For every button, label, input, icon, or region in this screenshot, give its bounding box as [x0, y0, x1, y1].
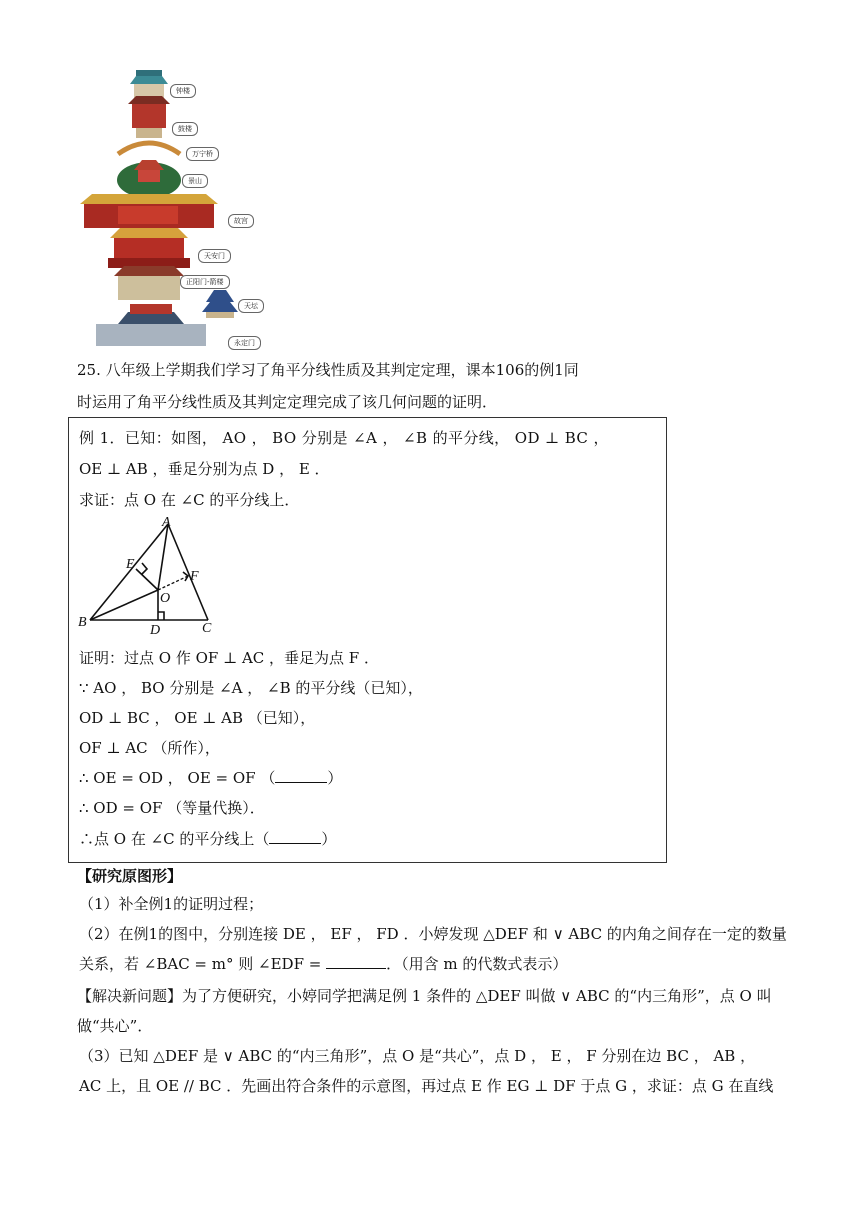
example-given-line-2: OE ⊥ AB ，垂足分别为点 D ， E ． [79, 460, 330, 478]
reason-blank-2[interactable] [269, 829, 321, 844]
proof-line-5-text: ∴ OE = OD ， OE = OF （ [79, 769, 276, 787]
tower-label-tiananmen: 天安门 [198, 249, 231, 263]
figure-label-C: C [202, 621, 212, 636]
reason-blank-1[interactable] [275, 768, 327, 783]
close-paren-2: ） [321, 830, 337, 848]
figure-label-E: E [126, 557, 135, 572]
triangle-figure [76, 514, 226, 638]
tower-label-jingshan: 景山 [182, 174, 208, 188]
figure-label-A: A [162, 515, 171, 530]
question-3-line-2: AC 上，且 OE // BC ．先画出符合条件的示意图，再过点 E 作 EG ⊥ DF 于点 G ，求证：点 G 在直线 [79, 1077, 774, 1095]
tower-label-forbidden-city: 故宫 [228, 214, 254, 228]
example-prove-line: 求证：点 O 在 ∠C 的平分线上． [79, 491, 300, 509]
proof-line-6: ∴ OD = OF （等量代换）． [79, 799, 265, 817]
section-heading-new-problem-2: 做“共心”． [77, 1017, 153, 1035]
tower-label-tiantan: 天坛 [238, 299, 264, 313]
proof-line-2: ∵ AO ， BO 分别是 ∠A ， ∠B 的平分线（已知）， [79, 679, 423, 697]
example-given-line-1: 例 1．已知：如图， AO ， BO 分别是 ∠A ， ∠B 的平分线， OD ⊥ BC ， [79, 429, 609, 447]
proof-line-4: OF ⊥ AC （所作）， [79, 739, 220, 757]
tower-label-bell: 钟楼 [170, 84, 196, 98]
proof-line-7 [79, 829, 336, 849]
proof-line-7-text: ∴点 O 在 ∠C 的平分线上（ [79, 830, 270, 848]
proof-line-3: OD ⊥ BC ， OE ⊥ AB （已知）， [79, 709, 316, 727]
question-3-line-1: （3）已知 △DEF 是 ∨ ABC 的“内三角形”，点 O 是“共心”，点 D ， E ， F 分别在边 BC ， AB ， [79, 1047, 756, 1065]
tower-label-wanning-bridge: 万宁桥 [186, 147, 219, 161]
figure-label-D: D [150, 623, 161, 638]
section-heading-new-problem: 【解决新问题】为了方便研究，小婷同学把满足例 1 条件的 △DEF 叫做 ∨ ABC 的“内三角形”，点 O 叫 [77, 987, 772, 1005]
close-paren-1: ） [327, 769, 343, 787]
problem-intro-line-1: 25. 八年级上学期我们学习了角平分线性质及其判定定理，课本106的例1同 [77, 361, 579, 379]
figure-label-B: B [78, 615, 87, 630]
problem-intro-line-2: 时运用了角平分线性质及其判定定理完成了该几何问题的证明． [77, 393, 498, 411]
question-1: （1）补全例1的证明过程； [79, 895, 264, 913]
example-box [68, 417, 667, 863]
section-heading-original: 【研究原图形】 [77, 867, 183, 885]
question-2-text: 关系，若 ∠BAC = m° 则 ∠EDF = [79, 955, 322, 973]
question-2-tail: ．（用含 m 的代数式表示） [386, 955, 568, 973]
question-2-line-2 [79, 954, 567, 974]
question-2-line-1: （2）在例1的图中，分别连接 DE ， EF ， FD ．小婷发现 △DEF 和 ∨ ABC 的内角之间存在一定的数量 [79, 925, 787, 943]
proof-line-5 [79, 768, 342, 788]
tower-label-yongdingmen: 永定门 [228, 336, 261, 350]
tower-label-drum: 鼓楼 [172, 122, 198, 136]
answer-blank-edf[interactable] [326, 954, 386, 969]
tower-label-zhengyangmen: 正阳门-箭楼 [180, 275, 230, 289]
figure-label-O: O [160, 591, 171, 606]
proof-line-1: 证明：过点 O 作 OF ⊥ AC ，垂足为点 F ． [79, 649, 379, 667]
figure-label-F: F [190, 569, 199, 584]
